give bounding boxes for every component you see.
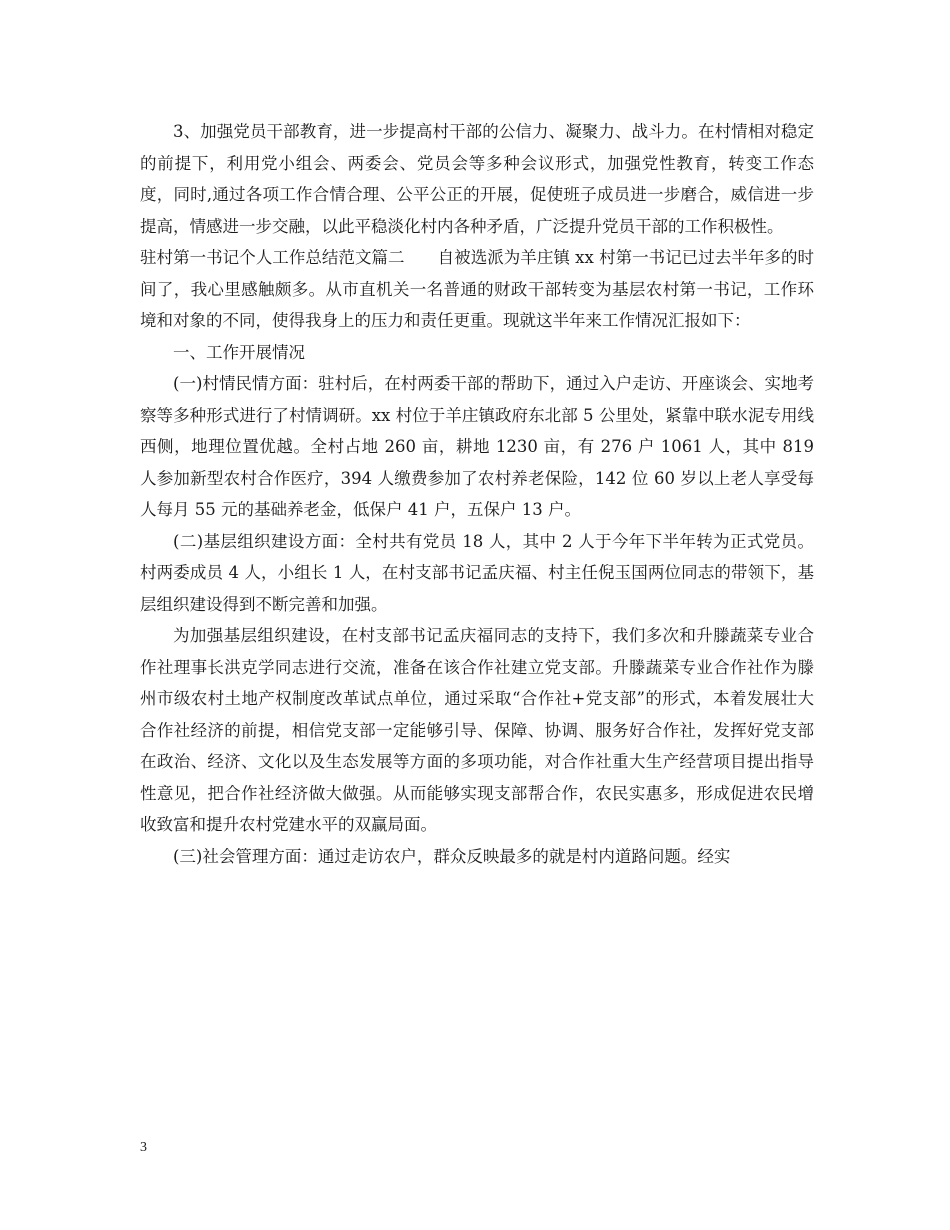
section-heading-work-progress: 一、工作开展情况 <box>173 342 305 362</box>
paragraph-village-situation: (一)村情民情方面：驻村后，在村两委干部的帮助下，通过入户走访、开座谈会、实地考察等多种形式进行了村情调研。xx 村位于羊庄镇政府东北部 5 公里处，紧靠中联水泥专用线西侧，地理位置优越。全村占地 260 亩，耕地 1230 亩，有 276 户 1061 人，其中 819 人参加新型农村合作医疗，394 人缴费参加了农村养老保险，142 位 60 岁以上老人享受每人每月 55 元的基础养老金，低保户 41 户，五保户 13 户。 <box>140 374 814 519</box>
paragraph-grassroots-organization: (二)基层组织建设方面：全村共有党员 18 人，其中 2 人于今年下半年转为正式党员。村两委成员 4 人，小组长 1 人，在村支部书记孟庆福、村主任倪玉国两位同志的带领下，基层组织建设得到不断完善和加强。 <box>140 531 814 614</box>
paragraph-cooperative-party-branch: 为加强基层组织建设，在村支部书记孟庆福同志的支持下，我们多次和升滕蔬菜专业合作社理事长洪克学同志进行交流，准备在该合作社建立党支部。升滕蔬菜专业合作社作为滕州市级农村土地产权制度改革试点单位，通过采取“合作社+党支部”的形式，本着发展壮大合作社经济的前提，相信党支部一定能够引导、保障、协调、服务好合作社，发挥好党支部在政治、经济、文化以及生态发展等方面的多项功能，对合作社重大生产经营项目提出指导性意见，把合作社经济做大做强。从而能够实现支部帮合作，农民实惠多，形成促进农民增收致富和提升农村党建水平的双赢局面。 <box>140 626 814 834</box>
paragraph-strengthen-education: 3、加强党员干部教育，进一步提高村干部的公信力、凝聚力、战斗力。在村情相对稳定的前提下，利用党小组会、两委会、党员会等多种会议形式，加强党性教育，转变工作态度，同时,通过各项工作合情合理、公平公正的开展，促使班子成员进一步磨合，威信进一步提高，情感进一步交融，以此平稳淡化村内各种矛盾，广泛提升党员干部的工作积极性。 <box>140 122 814 236</box>
page-number: 3 <box>140 1140 147 1155</box>
document-body <box>140 116 814 872</box>
paragraph-article-two-intro: 驻村第一书记个人工作总结范文篇二 自被选派为羊庄镇 xx 村第一书记已过去半年多的时间了，我心里感触颇多。从市直机关一名普通的财政干部转变为基层农村第一书记，工作环境和对象的不同，使得我身上的压力和责任更重。现就这半年来工作情况汇报如下： <box>140 248 814 330</box>
paragraph-social-management: (三)社会管理方面：通过走访农户，群众反映最多的就是村内道路问题。经实 <box>173 846 731 866</box>
